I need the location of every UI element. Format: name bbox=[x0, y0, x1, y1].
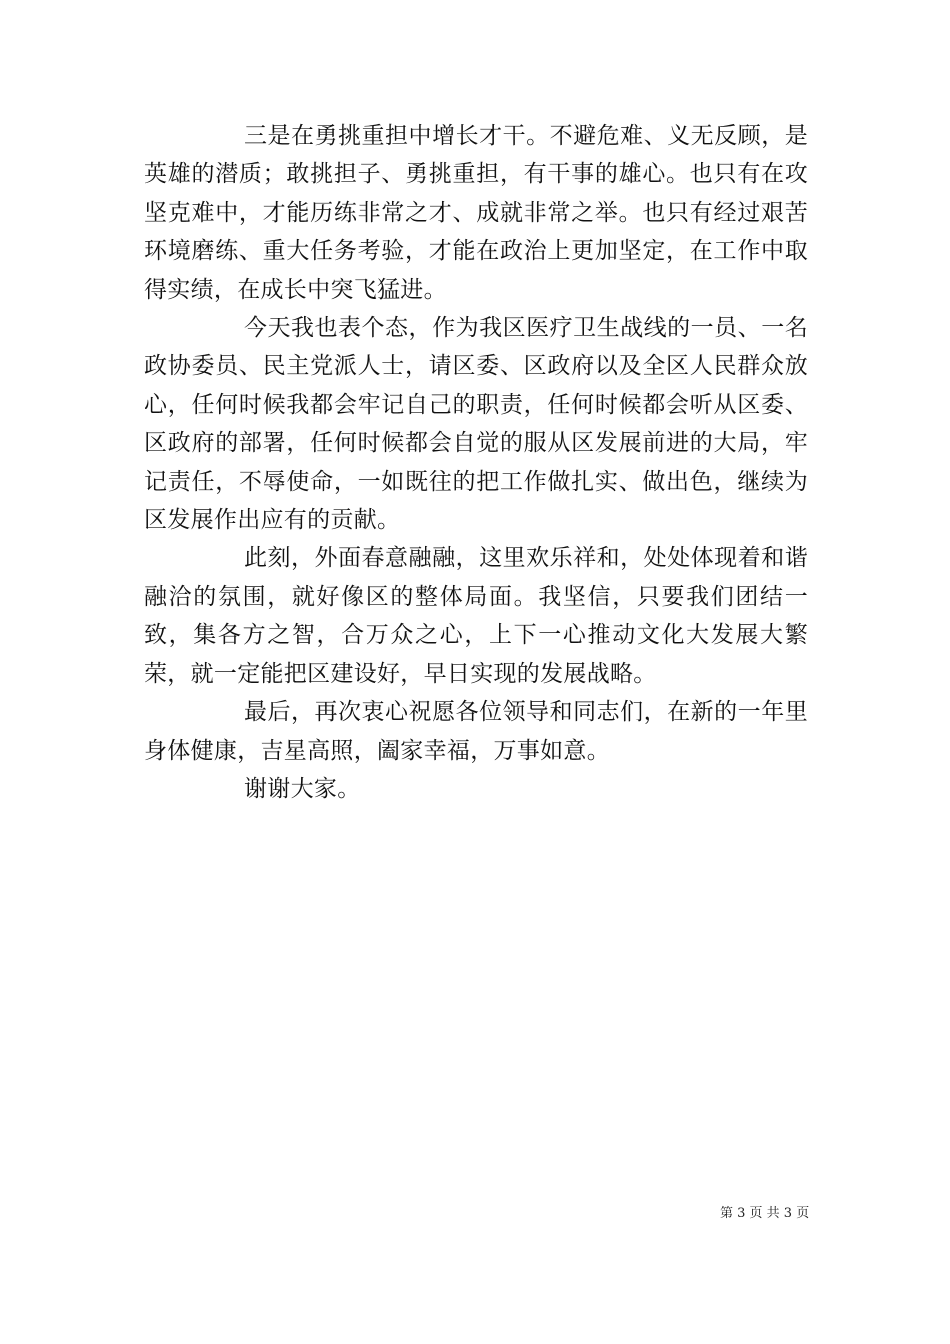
paragraph-1: 三是在勇挑重担中增长才干。不避危难、义无反顾，是英雄的潜质；敢挑担子、勇挑重担，有干事的雄心。也只有在攻坚克难中，才能历练非常之才、成就非常之举。也只有经过艰苦环境磨练、重大任务考验，才能在政治上更加坚定，在工作中取得实绩，在成长中突飞猛进。 bbox=[144, 123, 808, 303]
paragraph-4: 最后，再次衷心祝愿各位领导和同志们，在新的一年里身体健康，吉星高照，阖家幸福，万事如意。 bbox=[144, 699, 808, 764]
paragraph-5: 谢谢大家。 bbox=[244, 775, 361, 802]
paragraph-2: 今天我也表个态，作为我区医疗卫生战线的一员、一名政协委员、民主党派人士，请区委、区政府以及全区人民群众放心，任何时候我都会牢记自己的职责，任何时候都会听从区委、区政府的部署，任何时候都会自觉的服从区发展前进的大局，牢记责任，不辱使命，一如既往的把工作做扎实、做出色，继续为区发展作出应有的贡献。 bbox=[144, 315, 808, 534]
document-body bbox=[144, 117, 808, 808]
paragraph-3: 此刻，外面春意融融，这里欢乐祥和，处处体现着和谐融洽的氛围，就好像区的整体局面。我坚信，只要我们团结一致，集各方之智，合万众之心，上下一心推动文化大发展大繁荣，就一定能把区建设好，早日实现的发展战略。 bbox=[144, 545, 808, 687]
page-number-footer: 第 3 页 共 3 页 bbox=[720, 1206, 810, 1221]
